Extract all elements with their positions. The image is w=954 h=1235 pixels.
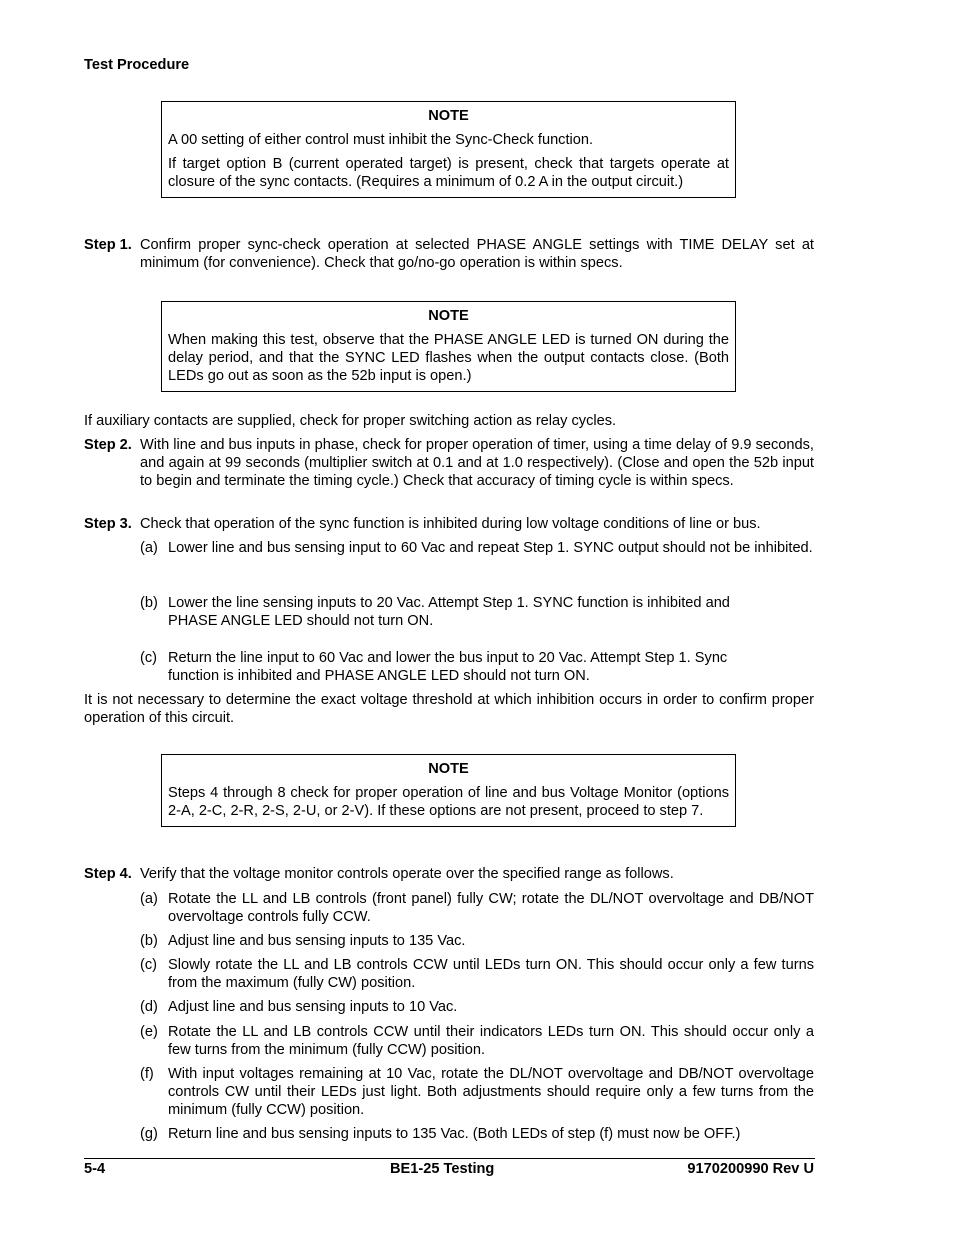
note-box-sync-check (161, 101, 736, 198)
note-title: NOTE (428, 308, 469, 324)
step-label: Step 3. (84, 516, 132, 532)
step-label: Step 1. (84, 237, 132, 253)
paragraph-voltage-threshold: It is not necessary to determine the exact voltage threshold at which inhibition occurs in order to confirm proper operation of this circuit. (84, 692, 814, 726)
step-label: Step 2. (84, 437, 132, 453)
note-paragraph: If target option B (current operated target) is present, check that targets operate at closure of the sync contacts. (Requires a minimum of 0.2 A in the output circuit.) (168, 156, 729, 190)
substep-3b (140, 594, 814, 630)
substep-text: Rotate the LL and LB controls CCW until their indicators LEDs turn ON. This should occur only a few turns from the minimum (fully CCW) position. (168, 1024, 814, 1058)
footer-page-number: 5-4 (84, 1161, 106, 1177)
step-4 (84, 865, 814, 883)
step-label: Step 4. (84, 866, 132, 882)
substep-label: (c) (140, 957, 158, 973)
step-text: Confirm proper sync-check operation at selected PHASE ANGLE settings with TIME DELAY set at minimum (for convenience). Check that go/no-go operation is within specs. (140, 237, 814, 271)
substep-label: (c) (140, 650, 158, 666)
substep-3a (140, 539, 814, 557)
substep-4b (140, 932, 814, 950)
substep-4f (140, 1065, 814, 1119)
substep-text: Adjust line and bus sensing inputs to 135 Vac. (168, 933, 466, 949)
note-box-voltage-monitor (161, 754, 736, 827)
step-3 (84, 515, 814, 533)
substep-text: With input voltages remaining at 10 Vac, rotate the DL/NOT overvoltage and DB/NOT overvoltage controls CW until their LEDs just light. Both adjustments should require only a few turns from the minimum (fully CCW) position. (168, 1066, 814, 1118)
note-paragraph: Steps 4 through 8 check for proper operation of line and bus Voltage Monitor (options 2-A, 2-C, 2-R, 2-S, 2-U, or 2-V). If these options are not present, proceed to step 7. (168, 785, 729, 819)
substep-text: Return the line input to 60 Vac and lower the bus input to 20 Vac. Attempt Step 1. Sync function is inhibited and PHASE ANGLE LED should not turn ON. (168, 650, 728, 684)
substep-label: (f) (140, 1066, 154, 1082)
substep-text: Lower line and bus sensing input to 60 Vac and repeat Step 1. SYNC output should not be inhibited. (168, 540, 813, 556)
step-text: Verify that the voltage monitor controls operate over the specified range as follows. (140, 866, 674, 882)
note-box-phase-angle-led (161, 301, 736, 392)
step-2 (84, 436, 814, 490)
substep-4a (140, 890, 814, 926)
note-title: NOTE (428, 108, 469, 124)
substep-label: (e) (140, 1024, 158, 1040)
step-text: With line and bus inputs in phase, check for proper operation of timer, using a time delay of 9.9 seconds, and again at 99 seconds (multiplier switch at 0.1 and at 1.0 respectively). (Close and open the 52b input to begin and terminate the timing cycle.) Check that accuracy of timing cycle is within specs. (140, 437, 814, 489)
substep-label: (a) (140, 891, 158, 907)
substep-text: Lower the line sensing inputs to 20 Vac. Attempt Step 1. SYNC function is inhibited and PHASE ANGLE LED should not turn ON. (168, 595, 730, 629)
paragraph-auxiliary-contacts: If auxiliary contacts are supplied, check for proper switching action as relay cycles. (84, 413, 617, 429)
substep-4g (140, 1125, 814, 1143)
note-paragraph: When making this test, observe that the PHASE ANGLE LED is turned ON during the delay period, and that the SYNC LED flashes when the output contacts close. (Both LEDs go out as soon as the 52b input is open.) (168, 332, 729, 384)
substep-4c (140, 956, 814, 992)
substep-label: (a) (140, 540, 158, 556)
substep-label: (b) (140, 595, 158, 611)
substep-text: Slowly rotate the LL and LB controls CCW until LEDs turn ON. This should occur only a few turns from the maximum (fully CW) position. (168, 957, 814, 991)
note-paragraph: A 00 setting of either control must inhibit the Sync-Check function. (168, 132, 594, 148)
substep-label: (g) (140, 1126, 158, 1142)
substep-4e (140, 1023, 814, 1059)
substep-text: Return line and bus sensing inputs to 135 Vac. (Both LEDs of step (f) must now be OFF.) (168, 1126, 741, 1142)
note-title: NOTE (428, 761, 469, 777)
substep-label: (d) (140, 999, 158, 1015)
step-1 (84, 236, 814, 272)
step-text: Check that operation of the sync function is inhibited during low voltage conditions of line or bus. (140, 516, 761, 532)
substep-4d (140, 998, 814, 1016)
substep-text: Adjust line and bus sensing inputs to 10 Vac. (168, 999, 458, 1015)
substep-text: Rotate the LL and LB controls (front panel) fully CW; rotate the DL/NOT overvoltage and DB/NOT overvoltage controls fully CCW. (168, 891, 814, 925)
substep-3c (140, 649, 814, 685)
substep-label: (b) (140, 933, 158, 949)
page-header-title: Test Procedure (84, 57, 190, 73)
footer-section-title: BE1-25 Testing (390, 1161, 495, 1177)
footer-document-number: 9170200990 Rev U (687, 1161, 814, 1177)
footer-divider (84, 1158, 815, 1159)
